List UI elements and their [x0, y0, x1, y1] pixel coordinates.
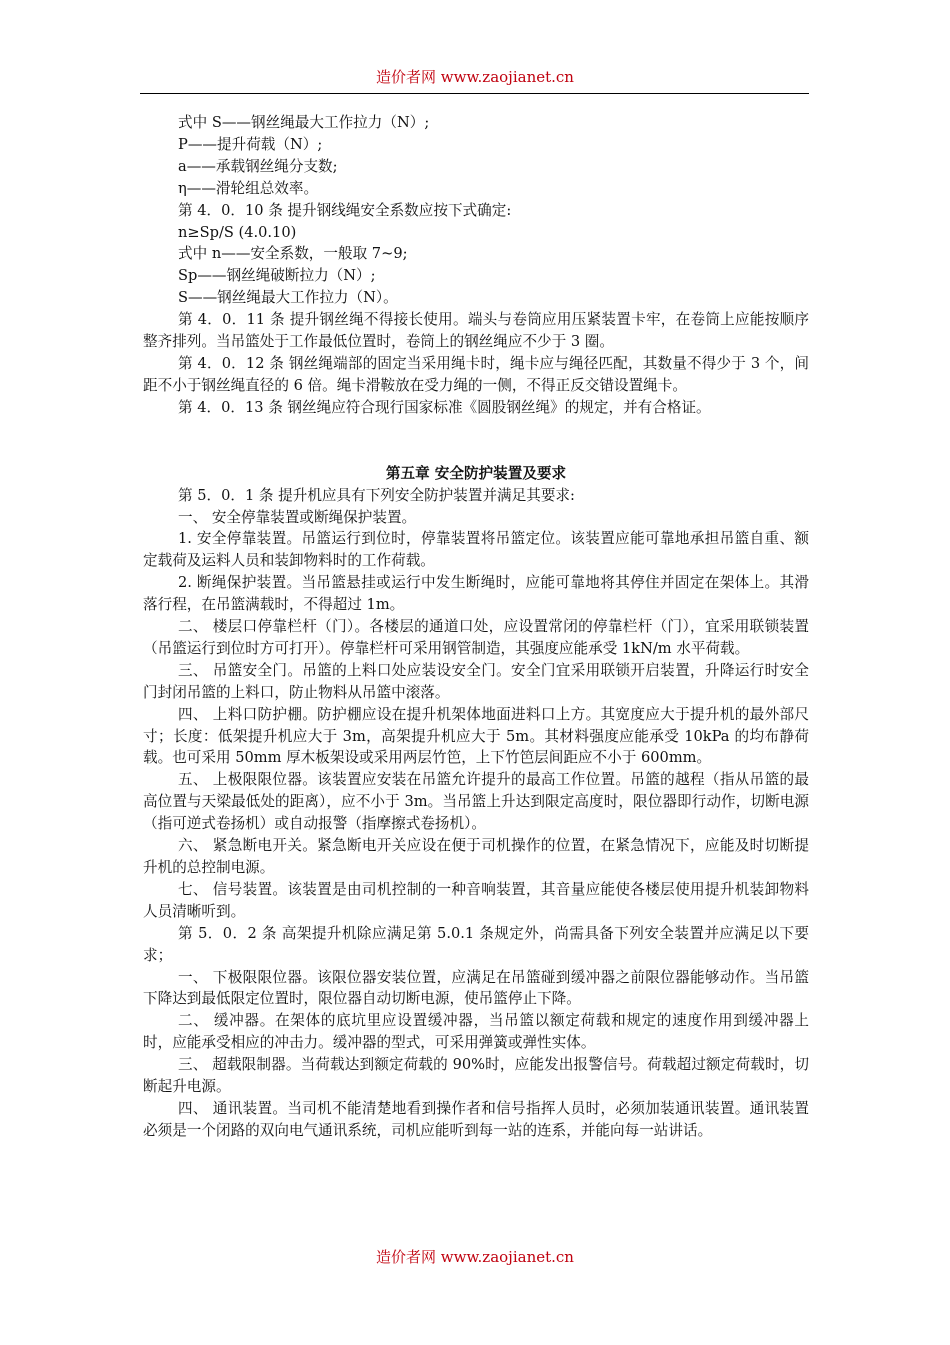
paragraph: 2. 断绳保护装置。当吊篮悬挂或运行中发生断绳时，应能可靠地将其停住并固定在架体上。其滑落行程，在吊篮满载时，不得超过 1m。: [143, 574, 809, 614]
clause-4-0-12: 第 4．0．12 条 钢丝绳端部的固定当采用绳卡时，绳卡应与绳径匹配，其数量不得少于 3 个，间距不小于钢丝绳直径的 6 倍。绳卡滑鞍放在受力绳的一侧，不得正反交错设置绳卡。: [143, 354, 809, 394]
paragraph: 四、 通讯装置。当司机不能清楚地看到操作者和信号指挥人员时，必须加装通讯装置。通讯装置必须是一个闭路的双向电气通讯系统，司机应能听到每一站的连系，并能向每一站讲话。: [143, 1099, 809, 1139]
paragraph: 1. 安全停靠装置。吊篮运行到位时，停靠装置将吊篮定位。该装置应能可靠地承担吊篮自重、额定载荷及运料人员和装卸物料时的工作荷载。: [143, 530, 809, 570]
paragraph: 第 5．0．1 条 提升机应具有下列安全防护装置并满足其要求:: [178, 486, 575, 504]
page-header: 造价者网 www.zaojianet.cn: [376, 68, 574, 86]
paragraph: 一、 安全停靠装置或断绳保护装置。: [178, 508, 417, 526]
formula-line: n≥Sp/S (4.0.10): [178, 223, 297, 241]
formula-line: 式中 n——安全系数，一般取 7~9;: [178, 245, 408, 263]
document-body: [143, 112, 809, 1142]
paragraph: 三、 超载限制器。当荷载达到额定荷载的 90%时，应能发出报警信号。荷载超过额定荷载时，切断起升电源。: [143, 1056, 809, 1096]
paragraph: 二、 楼层口停靠栏杆（门）。各楼层的通道口处，应设置常闭的停靠栏杆（门），宜采用联锁装置（吊篮运行到位时方可打开）。停靠栏杆可采用钢管制造，其强度应能承受 1kN/m 水平荷载。: [143, 618, 809, 657]
formula-line: S——钢丝绳最大工作拉力（N）。: [178, 289, 398, 307]
formula-line: Sp——钢丝绳破断拉力（N）;: [178, 267, 376, 285]
formula-line: 式中 S——钢丝绳最大工作拉力（N）;: [178, 114, 430, 131]
clause-4-0-13: 第 4．0．13 条 钢丝绳应符合现行国家标准《圆股钢丝绳》的规定，并有合格证。: [178, 398, 711, 416]
paragraph: 五、 上极限限位器。该装置应安装在吊篮允许提升的最高工作位置。吊篮的越程（指从吊篮的最高位置与天梁最低处的距离），应不小于 3m。当吊篮上升达到限定高度时，限位器即行动作，切断电源（指可逆式卷扬机）或自动报警（指摩擦式卷扬机）。: [143, 771, 809, 833]
section-spacer: [143, 419, 809, 463]
paragraph: 六、 紧急断电开关。紧急断电开关应设在便于司机操作的位置，在紧急情况下，应能及时切断提升机的总控制电源。: [143, 837, 809, 876]
paragraph: 七、 信号装置。该装置是由司机控制的一种音响装置，其音量应能使各楼层使用提升机装卸物料人员清晰听到。: [143, 880, 809, 920]
formula-line: η——滑轮组总效率。: [178, 179, 319, 197]
formula-line: 第 4．0．10 条 提升钢线绳安全系数应按下式确定:: [178, 201, 512, 219]
paragraph: 三、 吊篮安全门。吊篮的上料口处应装设安全门。安全门宜采用联锁开启装置，升降运行时安全门封闭吊篮的上料口，防止物料从吊篮中滚落。: [143, 661, 809, 701]
paragraph: 四、 上料口防护棚。防护棚应设在提升机架体地面进料口上方。其宽度应大于提升机的最外部尺寸；长度：低架提升机应大于 3m，高架提升机应大于 5m。其材料强度应能承受 10kPa 的均布静荷载。也可采用 50mm 厚木板架设或采用两层竹笆，上下竹笆层间距应不小于 600mm。: [143, 705, 809, 767]
paragraph: 一、 下极限限位器。该限位器安装位置，应满足在吊篮碰到缓冲器之前限位器能够动作。当吊篮下降达到最低限定位置时，限位器自动切断电源，使吊篮停止下降。: [143, 968, 809, 1008]
formula-line: P——提升荷载（N）;: [178, 135, 323, 153]
paragraph: 第 5．0．2 条 高架提升机除应满足第 5.0.1 条规定外，尚需具备下列安全装置并应满足以下要求；: [143, 924, 809, 964]
formula-line: a——承载钢丝绳分支数;: [178, 157, 338, 175]
header-rule: [140, 93, 809, 94]
clause-4-0-11: 第 4．0．11 条 提升钢丝绳不得接长使用。端头与卷筒应用压紧装置卡牢，在卷筒上应能按顺序整齐排列。当吊篮处于工作最低位置时，卷筒上的钢丝绳应不少于 3 圈。: [143, 311, 809, 351]
chapter-title: 第五章 安全防护装置及要求: [385, 464, 567, 482]
paragraph: 二、 缓冲器。在架体的底坑里应设置缓冲器，当吊篮以额定荷载和规定的速度作用到缓冲器上时，应能承受相应的冲击力。缓冲器的型式，可采用弹簧或弹性实体。: [143, 1012, 809, 1052]
page-footer: 造价者网 www.zaojianet.cn: [376, 1248, 574, 1266]
